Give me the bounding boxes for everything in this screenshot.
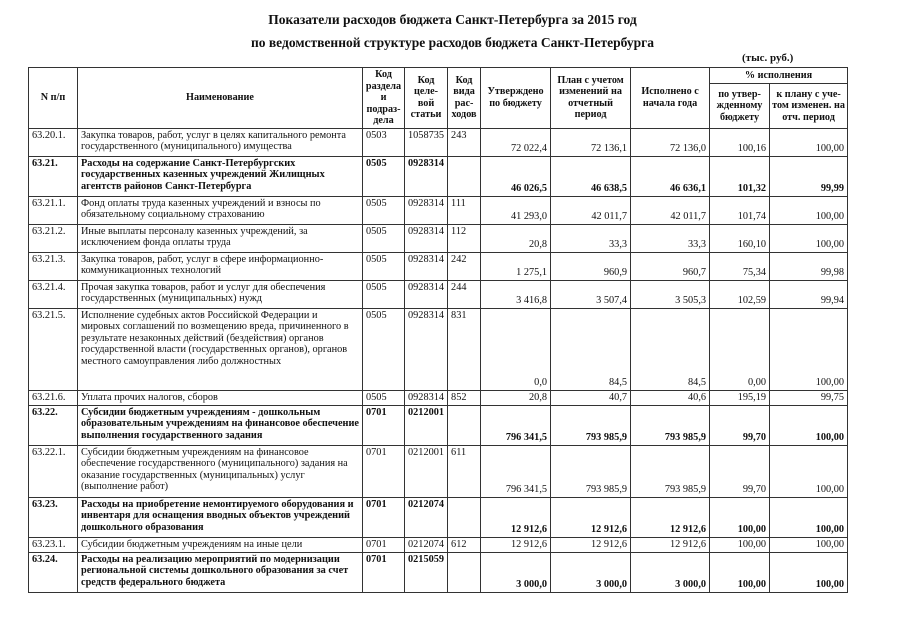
row-article-code: 0928314 xyxy=(405,252,448,280)
document-title-line-2: по ведомственной структуре расходов бюджета Санкт-Петербурга xyxy=(250,35,655,50)
row-name: Закупка товаров, работ, услуг в целях капитального ремонта государственного (муниципального) имущества xyxy=(78,128,363,156)
header-approved: Утверждено по бюджету xyxy=(481,68,551,129)
row-pct-plan: 100,00 xyxy=(770,497,848,537)
header-percent: % исполнения xyxy=(710,68,848,84)
row-number: 63.23.1. xyxy=(29,537,78,552)
row-plan: 3 000,0 xyxy=(551,552,631,592)
row-executed: 793 985,9 xyxy=(631,445,710,497)
row-article-code: 0928314 xyxy=(405,196,448,224)
units-label: (тыс. руб.) xyxy=(742,52,794,64)
row-article-code: 0928314 xyxy=(405,390,448,405)
header-type: Код вида рас-ходов xyxy=(448,68,481,129)
row-article-code: 0215059 xyxy=(405,552,448,592)
row-name: Закупка товаров, работ, услуг в сфере информационно-коммуникационных технологий xyxy=(78,252,363,280)
row-number: 63.23. xyxy=(29,497,78,537)
row-expense-type: 831 xyxy=(448,308,481,390)
row-approved: 3 416,8 xyxy=(481,280,551,308)
table-row xyxy=(29,196,848,224)
row-name: Иные выплаты персоналу казенных учреждений, за исключением фонда оплаты труда xyxy=(78,224,363,252)
row-article-code: 0212001 xyxy=(405,405,448,445)
row-name: Прочая закупка товаров, работ и услуг для обеспечения государственных (муниципальных) нужд xyxy=(78,280,363,308)
row-expense-type xyxy=(448,405,481,445)
row-article-code: 0212001 xyxy=(405,445,448,497)
row-plan: 84,5 xyxy=(551,308,631,390)
row-expense-type: 612 xyxy=(448,537,481,552)
row-pct-approved: 99,70 xyxy=(710,405,770,445)
header-section: Код раздела и подраз-дела xyxy=(363,68,405,129)
row-section-code: 0505 xyxy=(363,224,405,252)
row-number: 63.21.5. xyxy=(29,308,78,390)
row-article-code: 0928314 xyxy=(405,156,448,196)
row-pct-approved: 75,34 xyxy=(710,252,770,280)
table-row xyxy=(29,128,848,156)
table-row xyxy=(29,445,848,497)
row-pct-approved: 195,19 xyxy=(710,390,770,405)
table-row xyxy=(29,497,848,537)
row-section-code: 0701 xyxy=(363,537,405,552)
row-approved: 41 293,0 xyxy=(481,196,551,224)
row-expense-type: 244 xyxy=(448,280,481,308)
row-number: 63.21. xyxy=(29,156,78,196)
row-executed: 46 636,1 xyxy=(631,156,710,196)
row-name: Субсидии бюджетным учреждениям на финансовое обеспечение государственного (муниципального) задания на оказание государственных (муниципальных) услуг (выполнение работ) xyxy=(78,445,363,497)
row-approved: 3 000,0 xyxy=(481,552,551,592)
row-pct-plan: 99,98 xyxy=(770,252,848,280)
row-number: 63.21.6. xyxy=(29,390,78,405)
table-row xyxy=(29,156,848,196)
table-row xyxy=(29,390,848,405)
row-number: 63.20.1. xyxy=(29,128,78,156)
row-pct-plan: 99,99 xyxy=(770,156,848,196)
table-row xyxy=(29,252,848,280)
row-plan: 72 136,1 xyxy=(551,128,631,156)
row-pct-approved: 99,70 xyxy=(710,445,770,497)
row-approved: 20,8 xyxy=(481,224,551,252)
row-plan: 42 011,7 xyxy=(551,196,631,224)
row-name: Исполнение судебных актов Российской Федерации и мировых соглашений по возмещению вреда, причиненного в результате незаконных действий (бездействия) органов государственной власти (государственных органов), органов местного самоуправления либо должностных xyxy=(78,308,363,390)
row-pct-plan: 100,00 xyxy=(770,445,848,497)
row-section-code: 0701 xyxy=(363,552,405,592)
row-name: Расходы на реализацию мероприятий по модернизации региональной системы дошкольного образования за счет средств федерального бюджета xyxy=(78,552,363,592)
row-number: 63.24. xyxy=(29,552,78,592)
row-pct-plan: 100,00 xyxy=(770,196,848,224)
row-pct-plan: 100,00 xyxy=(770,405,848,445)
row-pct-approved: 100,00 xyxy=(710,537,770,552)
table-row xyxy=(29,280,848,308)
budget-table xyxy=(28,67,848,593)
row-plan: 960,9 xyxy=(551,252,631,280)
table-row xyxy=(29,224,848,252)
row-article-code: 0928314 xyxy=(405,308,448,390)
row-article-code: 0212074 xyxy=(405,497,448,537)
row-article-code: 0212074 xyxy=(405,537,448,552)
row-name: Субсидии бюджетным учреждениям на иные цели xyxy=(78,537,363,552)
row-article-code: 1058735 xyxy=(405,128,448,156)
row-pct-plan: 100,00 xyxy=(770,224,848,252)
table-row xyxy=(29,308,848,390)
row-executed: 84,5 xyxy=(631,308,710,390)
row-approved: 46 026,5 xyxy=(481,156,551,196)
row-section-code: 0701 xyxy=(363,405,405,445)
row-section-code: 0505 xyxy=(363,196,405,224)
row-pct-approved: 101,32 xyxy=(710,156,770,196)
table-row xyxy=(29,537,848,552)
row-pct-approved: 160,10 xyxy=(710,224,770,252)
row-executed: 3 505,3 xyxy=(631,280,710,308)
row-executed: 793 985,9 xyxy=(631,405,710,445)
row-plan: 3 507,4 xyxy=(551,280,631,308)
row-pct-approved: 100,00 xyxy=(710,552,770,592)
row-name: Фонд оплаты труда казенных учреждений и взносы по обязательному социальному страхованию xyxy=(78,196,363,224)
row-approved: 1 275,1 xyxy=(481,252,551,280)
row-executed: 12 912,6 xyxy=(631,537,710,552)
header-np: N п/п xyxy=(29,68,78,129)
row-executed: 40,6 xyxy=(631,390,710,405)
row-expense-type: 611 xyxy=(448,445,481,497)
row-number: 63.21.4. xyxy=(29,280,78,308)
document-title-line-1: Показатели расходов бюджета Санкт-Петербурга за 2015 год xyxy=(268,12,637,27)
row-expense-type: 111 xyxy=(448,196,481,224)
row-approved: 796 341,5 xyxy=(481,445,551,497)
row-approved: 0,0 xyxy=(481,308,551,390)
row-plan: 793 985,9 xyxy=(551,445,631,497)
row-expense-type: 852 xyxy=(448,390,481,405)
row-pct-plan: 100,00 xyxy=(770,128,848,156)
row-plan: 40,7 xyxy=(551,390,631,405)
header-pct-plan: к плану с уче-том изменен. на отч. период xyxy=(770,84,848,128)
row-executed: 12 912,6 xyxy=(631,497,710,537)
row-article-code: 0928314 xyxy=(405,280,448,308)
row-section-code: 0505 xyxy=(363,252,405,280)
row-expense-type: 242 xyxy=(448,252,481,280)
row-expense-type xyxy=(448,497,481,537)
row-expense-type: 112 xyxy=(448,224,481,252)
row-number: 63.21.3. xyxy=(29,252,78,280)
row-pct-plan: 100,00 xyxy=(770,308,848,390)
table-row xyxy=(29,552,848,592)
row-plan: 46 638,5 xyxy=(551,156,631,196)
row-plan: 12 912,6 xyxy=(551,497,631,537)
row-executed: 33,3 xyxy=(631,224,710,252)
row-pct-approved: 100,16 xyxy=(710,128,770,156)
row-section-code: 0503 xyxy=(363,128,405,156)
row-executed: 960,7 xyxy=(631,252,710,280)
row-section-code: 0505 xyxy=(363,156,405,196)
row-name: Расходы на содержание Санкт-Петербургских государственных казенных учреждений Жилищных агентств районов Санкт-Петербурга xyxy=(78,156,363,196)
row-section-code: 0701 xyxy=(363,445,405,497)
row-section-code: 0505 xyxy=(363,280,405,308)
row-number: 63.21.2. xyxy=(29,224,78,252)
row-executed: 42 011,7 xyxy=(631,196,710,224)
row-approved: 12 912,6 xyxy=(481,537,551,552)
row-pct-plan: 99,75 xyxy=(770,390,848,405)
row-plan: 12 912,6 xyxy=(551,537,631,552)
row-section-code: 0701 xyxy=(363,497,405,537)
row-approved: 72 022,4 xyxy=(481,128,551,156)
row-section-code: 0505 xyxy=(363,390,405,405)
row-pct-approved: 101,74 xyxy=(710,196,770,224)
row-number: 63.21.1. xyxy=(29,196,78,224)
table-row xyxy=(29,405,848,445)
row-executed: 3 000,0 xyxy=(631,552,710,592)
row-expense-type xyxy=(448,156,481,196)
row-pct-approved: 100,00 xyxy=(710,497,770,537)
row-approved: 12 912,6 xyxy=(481,497,551,537)
row-expense-type xyxy=(448,552,481,592)
row-approved: 796 341,5 xyxy=(481,405,551,445)
row-name: Уплата прочих налогов, сборов xyxy=(78,390,363,405)
row-number: 63.22.1. xyxy=(29,445,78,497)
header-pct-approved: по утвер-жденному бюджету xyxy=(710,84,770,128)
header-plan: План с учетом изменений на отчетный период xyxy=(551,68,631,129)
header-name: Наименование xyxy=(78,68,363,129)
row-article-code: 0928314 xyxy=(405,224,448,252)
row-plan: 793 985,9 xyxy=(551,405,631,445)
header-executed: Исполнено с начала года xyxy=(631,68,710,129)
row-pct-approved: 0,00 xyxy=(710,308,770,390)
row-pct-plan: 100,00 xyxy=(770,537,848,552)
row-approved: 20,8 xyxy=(481,390,551,405)
row-pct-approved: 102,59 xyxy=(710,280,770,308)
row-pct-plan: 100,00 xyxy=(770,552,848,592)
row-name: Расходы на приобретение немонтируемого оборудования и инвентаря для оснащения вводных объектов учреждений дошкольного образования xyxy=(78,497,363,537)
row-expense-type: 243 xyxy=(448,128,481,156)
row-pct-plan: 99,94 xyxy=(770,280,848,308)
row-executed: 72 136,0 xyxy=(631,128,710,156)
header-article: Код целе-вой статьи xyxy=(405,68,448,129)
table-body xyxy=(29,128,848,592)
row-plan: 33,3 xyxy=(551,224,631,252)
row-section-code: 0505 xyxy=(363,308,405,390)
row-number: 63.22. xyxy=(29,405,78,445)
row-name: Субсидии бюджетным учреждениям - дошкольным образовательным учреждениям на финансовое обеспечение выполнения государственного задания xyxy=(78,405,363,445)
